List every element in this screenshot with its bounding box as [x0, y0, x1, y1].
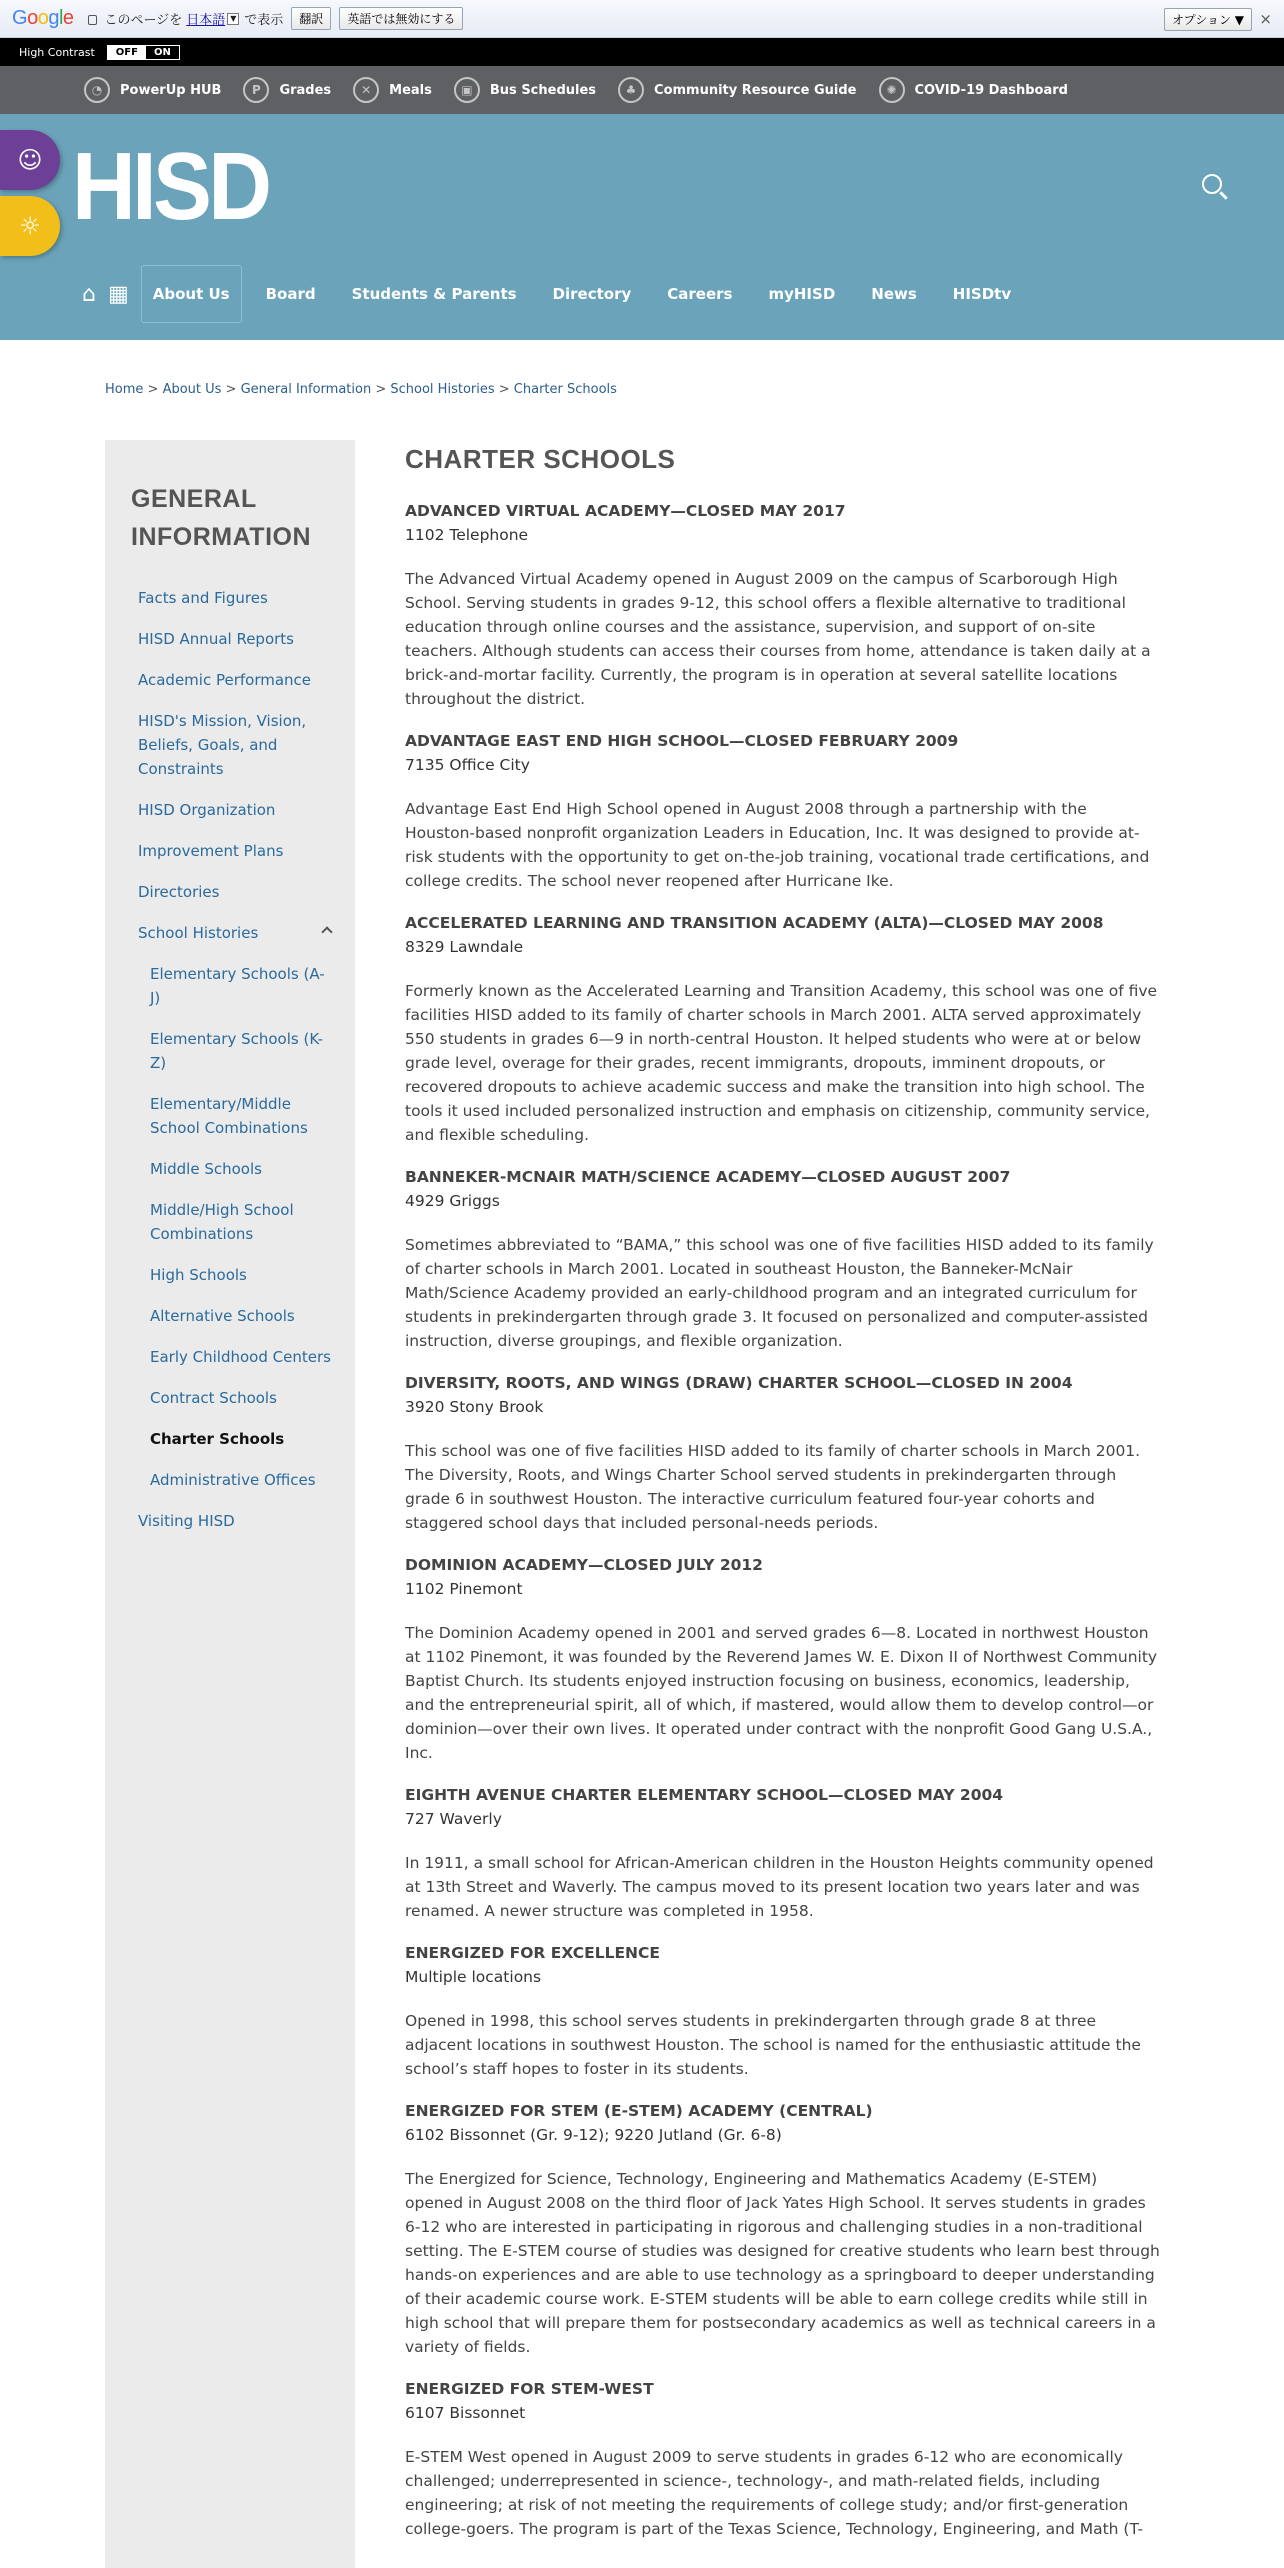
- chat-tab[interactable]: [0, 130, 60, 190]
- main-content: [405, 440, 1160, 2559]
- school-description: The Energized for Science, Technology, Engineering and Mathematics Academy (E-STEM) opened in August 2008 on the third floor of Jack Yates High School. It serves students in grades 6-12 who are interested in participating in rigorous and challenging studies in a non-traditional setting. The E-STEM course of studies was designed for creative students who learn best through hands-on experiences and are able to use technology as a springboard to deeper understanding of their academic course work. E-STEM students will be able to earn college credits while still in high school that will prepare them for postsecondary academics as well as technical careers in a variety of fields.: [405, 2170, 1160, 2356]
- nav-students-parents[interactable]: Students & Parents: [351, 285, 517, 303]
- quick-link-powerup[interactable]: [84, 77, 221, 103]
- school-description: This school was one of five facilities HISD added to its family of charter schools in March 2001. The Diversity, Roots, and Wings Charter School served students in prekindergarten through grade 6 in southwest Houston. The interactive curriculum featured four-year cohorts and staggered school days that included personal-needs periods.: [405, 1442, 1141, 1532]
- school-address: 6102 Bissonnet (Gr. 9-12); 9220 Jutland (Gr. 6-8): [405, 2126, 782, 2144]
- p-icon: P: [243, 77, 269, 103]
- school-entry: [405, 1783, 1160, 1923]
- school-description: The Dominion Academy opened in 2001 and served grades 6—8. Located in northwest Houston at 1102 Pinemont, it was founded by the Reverend James W. E. Dixon II of Northwest Community Baptist Church. Its students enjoyed instruction focusing on business, economics, leadership, and the entrepreneurial spirit, all of which, if mastered, would allow them to develop control—or dominion—over their own lives. It operated under contract with the nonprofit Good Gang U.S.A., Inc.: [405, 1624, 1158, 1762]
- gauge-icon: ◔: [84, 77, 110, 103]
- sidebar-subitem-elementary-kz[interactable]: Elementary Schools (K-Z): [150, 1030, 324, 1072]
- quick-link-bus[interactable]: [454, 77, 596, 103]
- school-title: ENERGIZED FOR STEM-WEST: [405, 2380, 654, 2398]
- school-address: Multiple locations: [405, 1968, 542, 1986]
- nav-directory[interactable]: Directory: [552, 285, 632, 303]
- search-icon[interactable]: [1202, 174, 1222, 194]
- school-title: BANNEKER-MCNAIR MATH/SCIENCE ACADEMY—CLOSED AUGUST 2007: [405, 1168, 1011, 1186]
- school-entry: [405, 911, 1160, 1147]
- quick-link-label: PowerUp HUB: [120, 82, 222, 98]
- quick-link-label: COVID-19 Dashboard: [914, 82, 1068, 98]
- sidebar-subitem-elementary-middle[interactable]: Elementary/Middle School Combinations: [150, 1095, 308, 1137]
- translate-prefix: このページを: [104, 13, 183, 28]
- school-title: DOMINION ACADEMY—CLOSED JULY 2012: [405, 1556, 763, 1574]
- utensils-icon: ✕: [353, 77, 379, 103]
- breadcrumb-school-histories[interactable]: School Histories: [390, 382, 495, 397]
- sidebar-subitem-charter[interactable]: Charter Schools: [150, 1430, 285, 1448]
- calendar-icon[interactable]: ▦: [107, 281, 129, 307]
- school-address: 6107 Bissonnet: [405, 2404, 526, 2422]
- google-logo: Google: [12, 7, 74, 29]
- school-address: 7135 Office City: [405, 756, 530, 774]
- school-address: 1102 Telephone: [405, 526, 529, 544]
- sidebar-subitem-contract[interactable]: Contract Schools: [150, 1389, 277, 1407]
- breadcrumb-charter-schools[interactable]: Charter Schools: [513, 382, 617, 397]
- language-select[interactable]: 日本語: [186, 13, 226, 28]
- bus-icon: ▣: [454, 77, 480, 103]
- breadcrumb-general-information[interactable]: General Information: [240, 382, 372, 397]
- quick-link-meals[interactable]: [353, 77, 432, 103]
- school-address: 1102 Pinemont: [405, 1580, 523, 1598]
- school-title: ADVANTAGE EAST END HIGH SCHOOL—CLOSED FEBRUARY 2009: [405, 732, 959, 750]
- school-address: 4929 Griggs: [405, 1192, 500, 1210]
- sidebar-item-mission[interactable]: HISD's Mission, Vision, Beliefs, Goals, and Constraints: [138, 712, 307, 778]
- sidebar-item-facts[interactable]: Facts and Figures: [138, 589, 268, 607]
- translate-button[interactable]: 翻訳: [291, 7, 331, 30]
- quick-link-label: Bus Schedules: [489, 82, 597, 98]
- school-title: EIGHTH AVENUE CHARTER ELEMENTARY SCHOOL—CLOSED MAY 2004: [405, 1786, 1004, 1804]
- sidebar-subitem-early-childhood[interactable]: Early Childhood Centers: [150, 1348, 331, 1366]
- translate-suffix: で表示: [244, 13, 284, 28]
- toggle-off[interactable]: OFF: [108, 46, 146, 59]
- school-entry: [405, 729, 1160, 893]
- leaf-icon: ♣: [618, 77, 644, 103]
- chat-icon: ☺: [17, 146, 43, 174]
- high-contrast-label: High Contrast: [19, 45, 95, 59]
- alert-tab[interactable]: [0, 196, 60, 256]
- school-address: 3920 Stony Brook: [405, 1398, 544, 1416]
- breadcrumb-home[interactable]: Home: [105, 382, 144, 397]
- quick-link-label: Community Resource Guide: [654, 82, 857, 98]
- sidebar-item-visiting[interactable]: Visiting HISD: [138, 1512, 235, 1530]
- sun-icon: ☼: [19, 212, 41, 240]
- quick-link-label: Meals: [389, 82, 432, 98]
- hisd-logo[interactable]: HISD: [72, 133, 269, 240]
- sidebar-subitem-middle[interactable]: Middle Schools: [150, 1160, 262, 1178]
- school-title: DIVERSITY, ROOTS, AND WINGS (DRAW) CHARTER SCHOOL—CLOSED IN 2004: [405, 1374, 1073, 1392]
- sidebar-subitem-administrative[interactable]: Administrative Offices: [150, 1471, 316, 1489]
- toggle-on[interactable]: ON: [146, 46, 179, 59]
- sidebar-subitem-middle-high[interactable]: Middle/High School Combinations: [150, 1201, 294, 1243]
- quick-link-community[interactable]: [618, 77, 856, 103]
- school-title: ADVANCED VIRTUAL ACADEMY—CLOSED MAY 2017: [405, 502, 846, 520]
- sidebar-subitem-alternative[interactable]: Alternative Schools: [150, 1307, 295, 1325]
- nav-hisdtv[interactable]: HISDtv: [952, 285, 1012, 303]
- sidebar-subitem-high[interactable]: High Schools: [150, 1266, 247, 1284]
- school-description: The Advanced Virtual Academy opened in August 2009 on the campus of Scarborough High School. Serving students in grades 9-12, this school offers a flexible alternative to traditional education through online courses and the assistance, supervision, and support of on-site teachers. Although students can access their courses from home, attendance is taken daily at a brick-and-mortar facility. Currently, the program is in operation at several satellite locations throughout the district.: [405, 570, 1151, 708]
- chevron-down-icon[interactable]: ▼: [227, 13, 239, 25]
- breadcrumb-about-us[interactable]: About Us: [162, 382, 222, 397]
- sidebar-title: GENERAL INFORMATION: [131, 485, 312, 551]
- sidebar-item-improvement-plans[interactable]: Improvement Plans: [138, 842, 284, 860]
- school-entry: [405, 1165, 1160, 1353]
- school-entry: [405, 2377, 1160, 2541]
- page-title: CHARTER SCHOOLS: [405, 444, 676, 474]
- school-address: 8329 Lawndale: [405, 938, 524, 956]
- nav-news[interactable]: News: [871, 285, 917, 303]
- quick-links-bar: [0, 66, 1284, 114]
- sidebar-item-directories[interactable]: Directories: [138, 883, 220, 901]
- sidebar-item-school-histories[interactable]: School Histories: [105, 913, 355, 954]
- high-contrast-toggle[interactable]: [107, 45, 180, 60]
- school-title: ENERGIZED FOR STEM (E-STEM) ACADEMY (CENTRAL): [405, 2102, 873, 2120]
- school-description: E-STEM West opened in August 2009 to serve students in grades 6-12 who are economically challenged; underrepresented in science-, technology-, and math-related fields, including engineering; at risk of not meeting the requirements of college study; and/or first-generation college-goers. The program is part of the Texas Science, Technology, Engineering, and Math (T-: [405, 2448, 1144, 2538]
- quick-link-covid[interactable]: [879, 77, 1068, 103]
- close-icon[interactable]: ×: [1259, 10, 1272, 28]
- school-entry: [405, 2099, 1160, 2359]
- school-title: ENERGIZED FOR EXCELLENCE: [405, 1944, 660, 1962]
- school-description: Opened in 1998, this school serves students in prekindergarten through grade 8 at three adjacent locations in southwest Houston. The school is named for the enthusiastic attitude the school’s staff hopes to foster in its students.: [405, 2012, 1141, 2078]
- nav-careers[interactable]: Careers: [667, 285, 733, 303]
- sidebar-item-academic-performance[interactable]: Academic Performance: [138, 671, 312, 689]
- school-title: ACCELERATED LEARNING AND TRANSITION ACADEMY (ALTA)—CLOSED MAY 2008: [405, 914, 1104, 932]
- nav-board[interactable]: Board: [265, 285, 316, 303]
- school-entry: [405, 1941, 1160, 2081]
- quick-link-grades[interactable]: [243, 77, 331, 103]
- school-entry: [405, 499, 1160, 711]
- school-description: Formerly known as the Accelerated Learning and Transition Academy, this school was one of five facilities HISD added to its family of charter schools in March 2001. ALTA served approximately 550 students in grades 6—9 in north-central Houston. It helped students who were at or below grade level, overage for their grades, recent immigrants, dropouts, imminent dropouts, or recovered dropouts to achieve academic success and make the transition into high school. The tools it used included personalized instruction and emphasis on citizenship, community service, and flexible scheduling.: [405, 982, 1158, 1144]
- home-icon[interactable]: ⌂: [82, 281, 96, 307]
- main-nav: [82, 264, 1035, 324]
- options-button[interactable]: オプション ▼: [1164, 8, 1252, 31]
- translate-bar: [0, 0, 1284, 38]
- high-contrast-bar: [0, 38, 1284, 66]
- school-entry: [405, 1553, 1160, 1765]
- school-description: In 1911, a small school for African-American children in the Houston Heights community opened at 13th Street and Waverly. The campus moved to its present location two years later and was renamed. A newer structure was completed in 1958.: [405, 1854, 1154, 1920]
- sidebar-subitem-elementary-aj[interactable]: Elementary Schools (A-J): [150, 965, 325, 1007]
- breadcrumb: Home > About Us > General Information > School Histories > Charter Schools: [105, 382, 617, 397]
- lock-icon: [88, 15, 97, 25]
- virus-icon: ✺: [879, 77, 905, 103]
- sidebar: [105, 440, 355, 2568]
- nav-about-us[interactable]: About Us: [141, 265, 242, 323]
- quick-link-label: Grades: [279, 82, 332, 98]
- site-header: [0, 114, 1284, 340]
- school-description: Advantage East End High School opened in August 2008 through a partnership with the Houston-based nonprofit organization Leaders in Education, Inc. It was designed to provide at-risk students with the opportunity to get on-the-job training, vocational trade certifications, and college credits. The school never reopened after Hurricane Ike.: [405, 800, 1150, 890]
- school-entry: [405, 1371, 1160, 1535]
- school-description: Sometimes abbreviated to “BAMA,” this school was one of five facilities HISD added to its family of charter schools in March 2001. Located in southeast Houston, the Banneker-McNair Math/Science Academy provided an early-childhood program and an integrated curriculum for students in prekindergarten through grade 3. It focused on personalized and computer-assisted instruction, diverse groupings, and flexible organization.: [405, 1236, 1154, 1350]
- sidebar-item-organization[interactable]: HISD Organization: [138, 801, 276, 819]
- sidebar-item-annual-reports[interactable]: HISD Annual Reports: [138, 630, 294, 648]
- school-address: 727 Waverly: [405, 1810, 502, 1828]
- disable-translate-button[interactable]: 英語では無効にする: [339, 7, 463, 30]
- nav-myhisd[interactable]: myHISD: [768, 285, 836, 303]
